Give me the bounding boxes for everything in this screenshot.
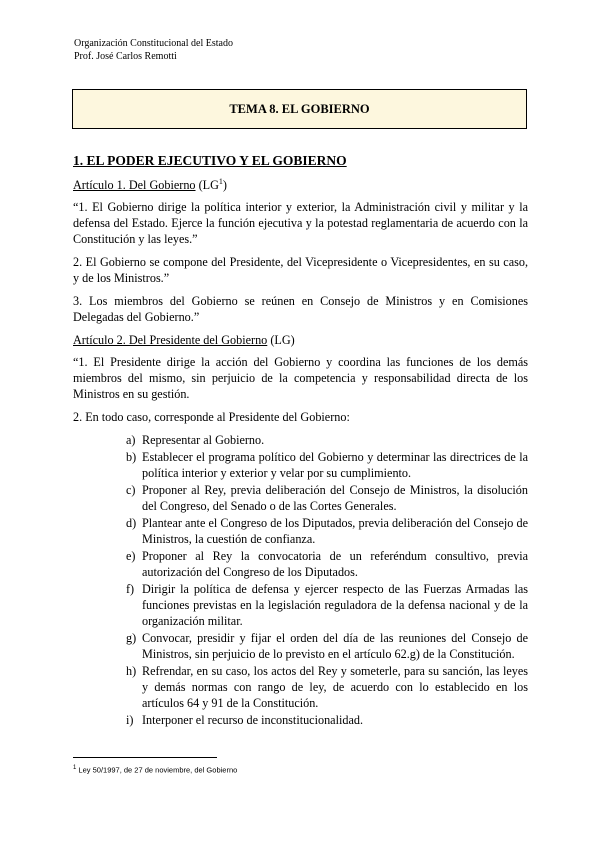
list-marker: g) [126, 631, 137, 646]
list-marker: i) [126, 713, 134, 728]
article2-heading [73, 332, 528, 348]
footnote-divider [73, 757, 217, 758]
footnote-mark: 1 [73, 765, 77, 771]
list-item [126, 712, 528, 728]
list-item-text: Plantear ante el Congreso de los Diputados, previa deliberación del Consejo de Ministros, la cuestión de confianza. [142, 516, 528, 547]
topic-title: TEMA 8. EL GOBIERNO [229, 101, 370, 116]
list-item [126, 482, 528, 514]
article2-title: Artículo 2. Del Presidente del Gobierno [73, 333, 268, 348]
list-item-text: Establecer el programa político del Gobierno y determinar las directrices de la política interior y exterior y velar por su cumplimiento. [142, 450, 528, 481]
list-item-text: Refrendar, en su caso, los actos del Rey y someterle, para su sanción, las leyes y demás normas con rango de ley, de acuerdo con lo establecido en los artículos 64 y 91 de la Constitución. [142, 664, 528, 711]
list-item-text: Interponer el recurso de inconstitucionalidad. [142, 713, 363, 728]
header-professor: Prof. José Carlos Remotti [74, 51, 177, 62]
footnote-text: Ley 50/1997, de 27 de noviembre, del Gobierno [76, 765, 238, 775]
list-item-text: Proponer al Rey, previa deliberación del Consejo de Ministros, la disolución del Congreso, del Senado o de las Cortes Generales. [142, 483, 528, 514]
list-marker: a) [126, 433, 136, 448]
list-item [126, 548, 528, 580]
page-header [74, 37, 233, 63]
article1-paragraph: “1. El Gobierno dirige la política interior y exterior, la Administración civil y militar y la defensa del Estado. Ejerce la función ejecutiva y la potestad reglamentaria de acuerdo con la Constitución y las leyes.” [73, 200, 528, 247]
article1-title: Artículo 1. Del Gobierno [73, 178, 196, 193]
main-content [73, 153, 528, 729]
article1-paragraph: 2. El Gobierno se compone del Presidente, del Vicepresidente o Vicepresidentes, en su caso, y de los Ministros.” [73, 255, 528, 286]
list-item-text: Convocar, presidir y fijar el orden del día de las reuniones del Consejo de Ministros, sin perjuicio de lo previsto en el artículo 62.g) de la Constitución. [142, 631, 528, 662]
list-item [126, 432, 528, 448]
topic-title-box [72, 89, 527, 129]
list-item [126, 515, 528, 547]
list-item-text: Proponer al Rey la convocatoria de un referéndum consultivo, previa autorización del Congreso de los Diputados. [142, 549, 528, 580]
article2-ref: (LG) [270, 333, 295, 348]
article1-ref: $(LG^1)$ [198, 177, 227, 193]
list-item [126, 630, 528, 662]
list-marker: h) [126, 664, 137, 679]
president-powers-list [126, 432, 528, 728]
header-course: Organización Constitucional del Estado [74, 38, 233, 49]
list-marker: b) [126, 450, 137, 465]
list-item [126, 663, 528, 711]
article1-heading [73, 174, 528, 193]
footnote [73, 765, 237, 775]
article1-paragraph: 3. Los miembros del Gobierno se reúnen en Consejo de Ministros y en Comisiones Delegadas del Gobierno.” [73, 294, 528, 325]
article2-paragraph: 2. En todo caso, corresponde al Presidente del Gobierno: [73, 410, 350, 425]
list-marker: c) [126, 483, 136, 498]
list-item-text: Representar al Gobierno. [142, 433, 265, 448]
list-item-text: Dirigir la política de defensa y ejercer respecto de las Fuerzas Armadas las funciones previstas en la legislación reguladora de la defensa nacional y de la organización militar. [142, 582, 528, 629]
list-item [126, 449, 528, 481]
list-marker: f) [126, 582, 135, 597]
section-heading: 1. EL PODER EJECUTIVO Y EL GOBIERNO [73, 153, 347, 168]
list-marker: e) [126, 549, 136, 564]
list-marker: d) [126, 516, 137, 531]
list-item [126, 581, 528, 629]
footnote-ref: 1 [218, 177, 223, 186]
article2-paragraph: “1. El Presidente dirige la acción del Gobierno y coordina las funciones de los demás miembros del mismo, sin perjuicio de la competencia y responsabilidad directa de los Ministros en su gestión. [73, 355, 528, 402]
